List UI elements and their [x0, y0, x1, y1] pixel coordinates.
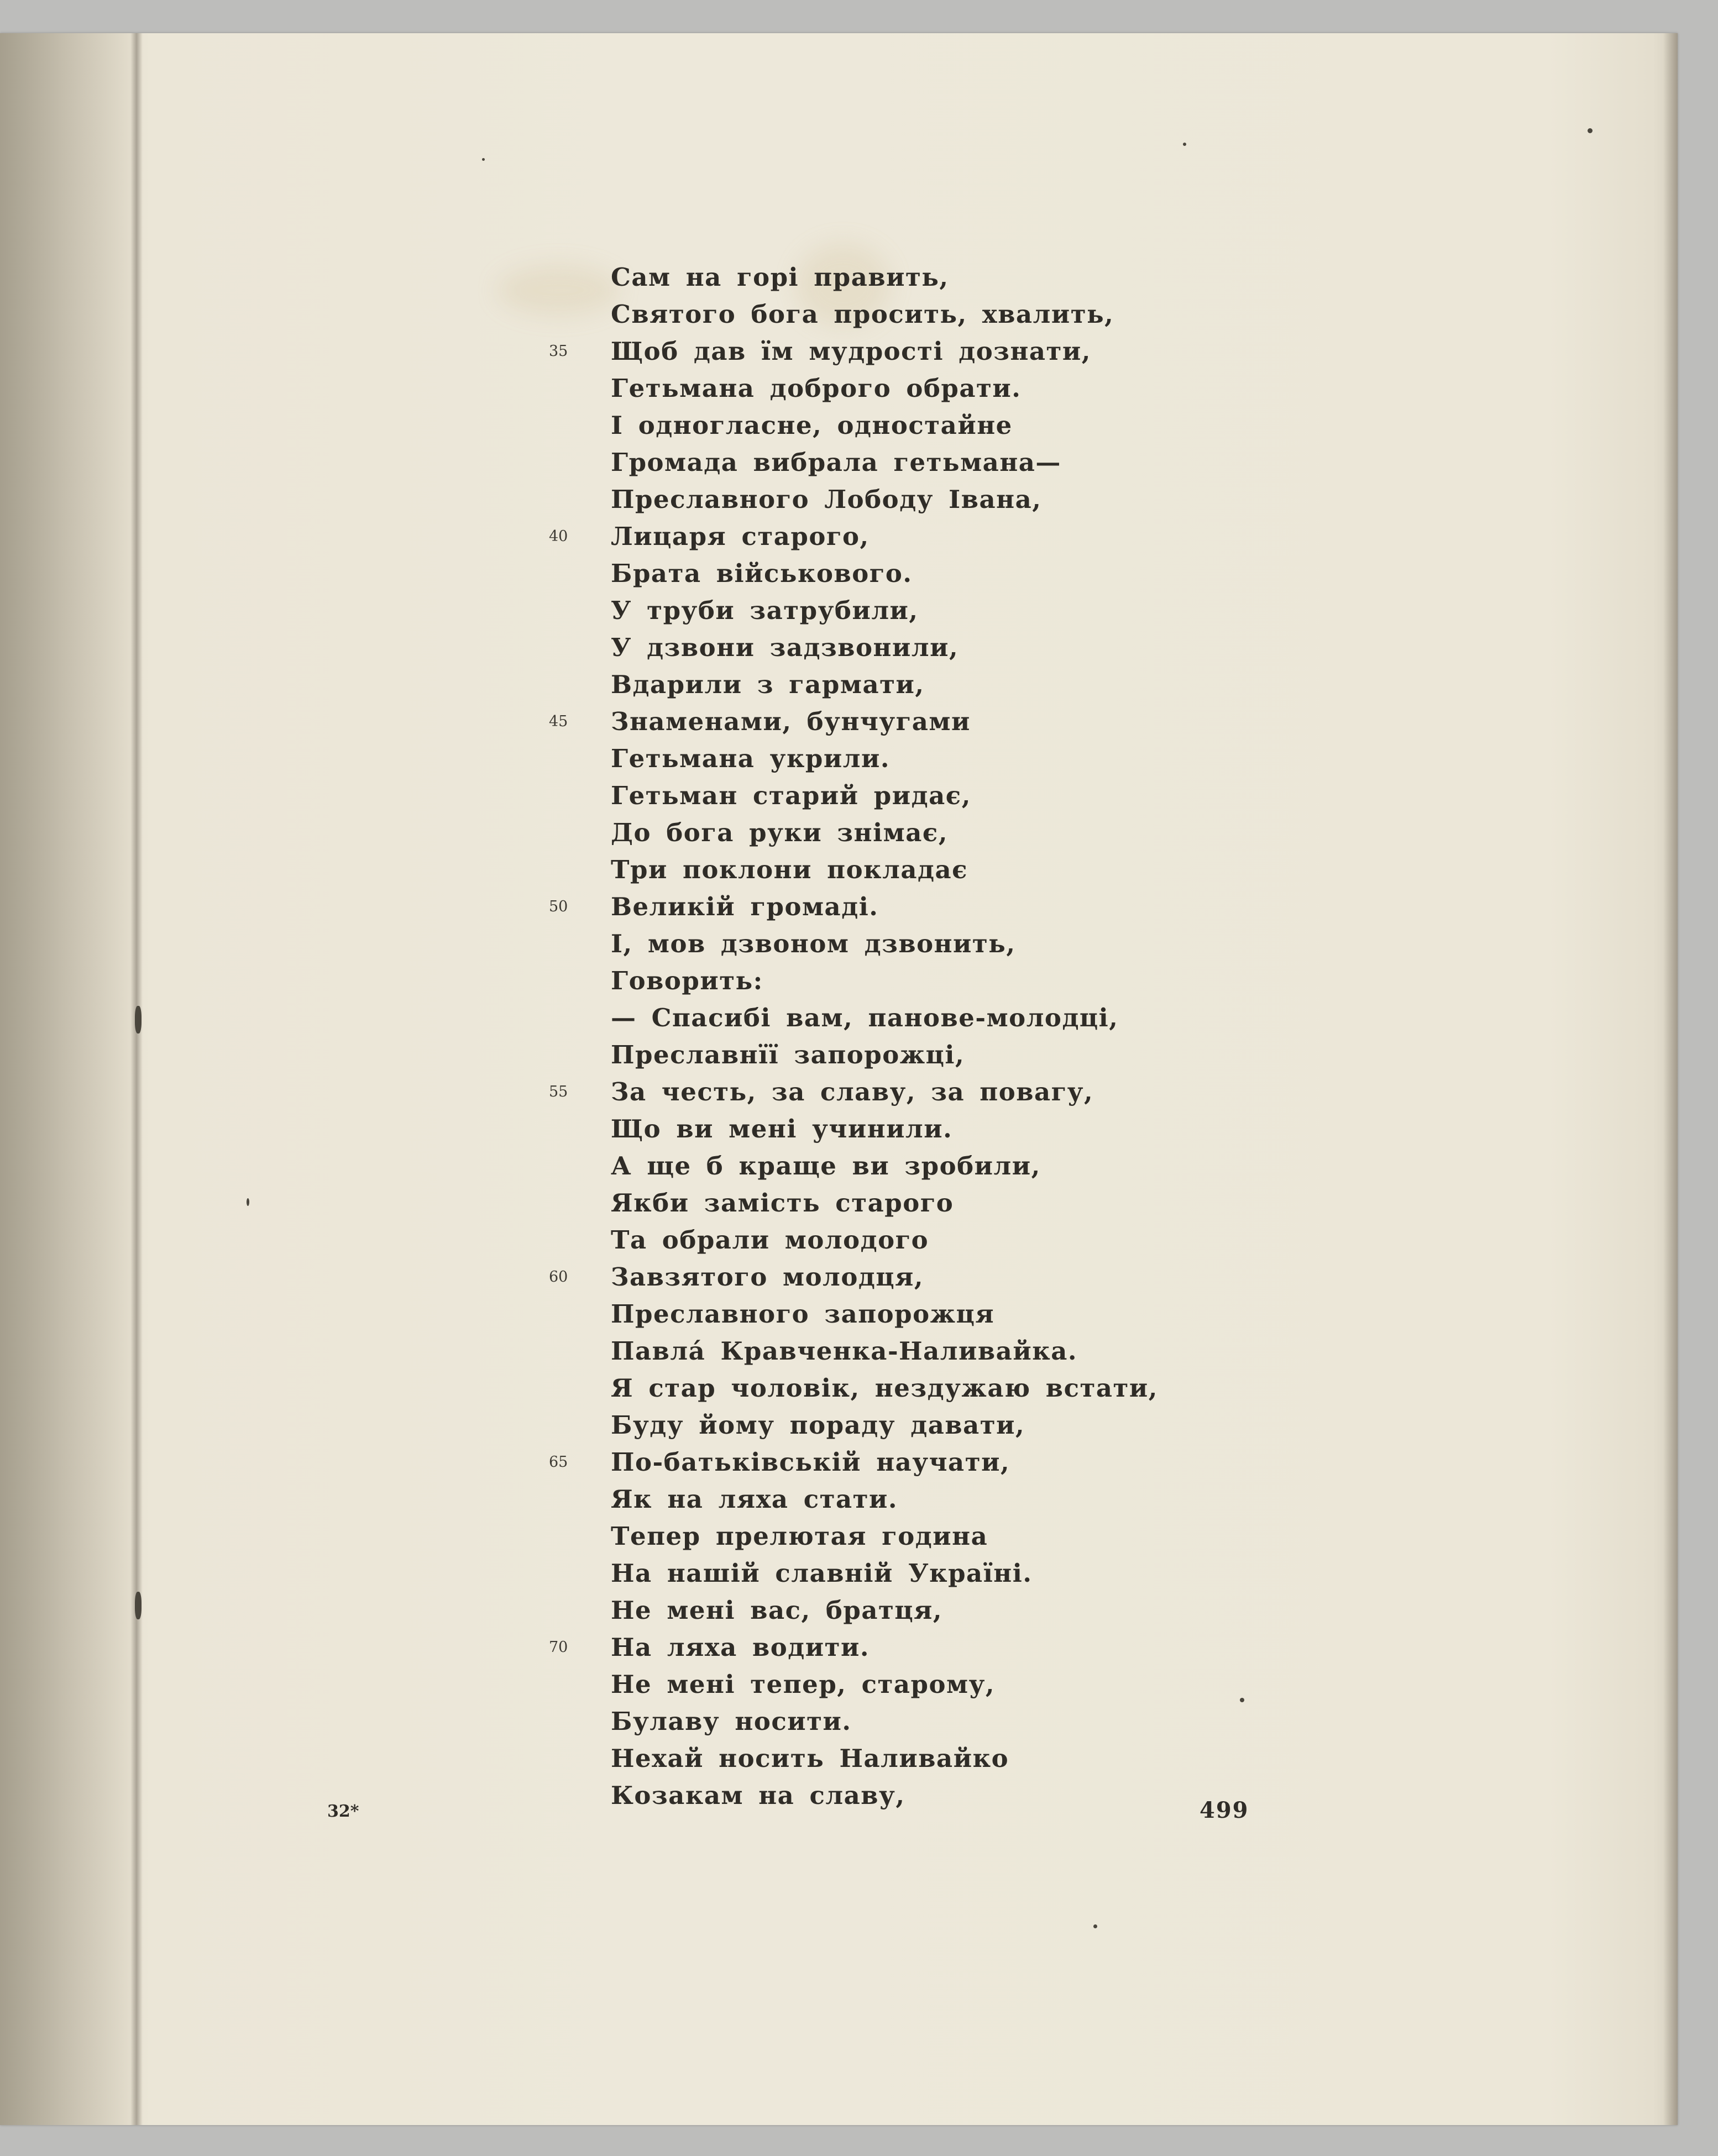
line-number: 50 — [549, 898, 568, 915]
paper-speck — [135, 1592, 142, 1619]
poem-line — [611, 851, 1158, 888]
line-number: 60 — [549, 1268, 568, 1286]
poem-line — [611, 1295, 1158, 1333]
line-text: Буду йому пораду давати, — [611, 1410, 1025, 1440]
poem-line — [611, 1110, 1158, 1147]
poem-line — [611, 1147, 1158, 1184]
paper-stain — [497, 265, 619, 315]
poem-line — [611, 296, 1158, 333]
poem-line — [611, 814, 1158, 851]
line-text: Лицаря старого, — [611, 522, 870, 551]
poem-line — [549, 1444, 1158, 1481]
poem-line — [549, 703, 1158, 740]
poem-line — [611, 407, 1158, 444]
poem-line — [611, 666, 1158, 703]
line-text: Преславного Лободу Івана, — [611, 485, 1042, 514]
paper-speck — [1093, 1924, 1097, 1928]
line-number: 35 — [549, 343, 568, 360]
line-text: — Спасибі вам, панове-молодці, — [611, 1003, 1119, 1032]
poem-line — [549, 518, 1158, 555]
poem-line — [611, 555, 1158, 592]
page-edge — [1663, 33, 1678, 2125]
line-text: Та обрали молодого — [611, 1225, 929, 1255]
paper-speck — [1240, 1698, 1244, 1702]
line-text: Щоб дав їм мудрості дознати, — [611, 337, 1091, 366]
line-text: Павла́ Кравченка-Наливайка. — [611, 1336, 1078, 1366]
poem-line — [611, 1703, 1158, 1740]
poem-line — [611, 962, 1158, 999]
line-text: Гетьмана доброго обрати. — [611, 374, 1022, 403]
line-text: Преславнїї запорожці, — [611, 1040, 965, 1069]
line-text: Вдарили з гармати, — [611, 670, 925, 699]
poem-line — [611, 481, 1158, 518]
paper-speck — [482, 158, 485, 161]
poem-line — [611, 1555, 1158, 1592]
poem-line — [611, 1407, 1158, 1444]
poem-line — [549, 888, 1158, 925]
line-text: На нашій славній Україні. — [611, 1559, 1033, 1588]
line-text: Не мені вас, братця, — [611, 1596, 943, 1625]
line-text: Святого бога просить, хвалить, — [611, 300, 1114, 329]
poem-line — [611, 444, 1158, 481]
poem-line — [611, 259, 1158, 296]
poem-line — [611, 1184, 1158, 1221]
line-text: У дзвони задзвонили, — [611, 633, 959, 662]
paper-speck — [247, 1198, 249, 1206]
line-text: І одноглacнe, одностайне — [611, 411, 1013, 440]
poem-line — [611, 1518, 1158, 1555]
poem-line — [611, 1777, 1158, 1814]
poem-line — [549, 333, 1158, 370]
line-number: 45 — [549, 713, 568, 730]
poem-line — [611, 629, 1158, 666]
poem-line — [611, 1333, 1158, 1370]
poem-line — [611, 999, 1158, 1036]
poem-line — [611, 1036, 1158, 1073]
line-text: Булаву носити. — [611, 1707, 852, 1736]
line-text: Що ви мені учинили. — [611, 1114, 953, 1143]
line-text: По-батьківській научати, — [611, 1447, 1010, 1477]
poem-line — [611, 592, 1158, 629]
line-text: Знаменами, бунчугами — [611, 707, 971, 736]
line-text: Сам на горі править, — [611, 263, 949, 292]
poem-line — [611, 740, 1158, 777]
gutter-shadow — [0, 33, 149, 2125]
line-text: Брата військового. — [611, 559, 913, 588]
paper-speck — [135, 1006, 142, 1034]
line-text: За честь, за славу, за повагу, — [611, 1077, 1094, 1106]
poem-line — [611, 1666, 1158, 1703]
spine-line — [130, 33, 143, 2125]
line-text: Як на ляха стати. — [611, 1484, 898, 1514]
signature-mark: 32* — [327, 1802, 359, 1821]
poem-line — [611, 370, 1158, 407]
line-text: На ляха водити. — [611, 1633, 870, 1662]
line-text: Великій громаді. — [611, 892, 879, 921]
paper-speck — [1588, 128, 1593, 133]
line-text: Завзятого молодця, — [611, 1262, 924, 1292]
line-number: 55 — [549, 1083, 568, 1100]
line-text: І, мов дзвоном дзвонить, — [611, 929, 1016, 958]
poem-line — [611, 1740, 1158, 1777]
line-text: Не мені тепер, старому, — [611, 1670, 996, 1699]
line-text: Три поклони покладає — [611, 855, 968, 884]
poem-line — [549, 1258, 1158, 1295]
line-text: Гетьман старий ридає, — [611, 781, 971, 810]
line-text: Козакам на славу, — [611, 1781, 905, 1810]
poem-line — [611, 1481, 1158, 1518]
poem-line — [611, 1592, 1158, 1629]
line-text: Якби замість старого — [611, 1188, 954, 1218]
line-text: Гетьмана укрили. — [611, 744, 891, 773]
poem-line — [611, 925, 1158, 962]
line-text: Нехай носить Наливайко — [611, 1744, 1009, 1773]
line-text: А ще б краще ви зробили, — [611, 1151, 1041, 1181]
poem-text — [549, 259, 1158, 1814]
page-number: 499 — [1200, 1797, 1249, 1823]
line-text: Я стар чоловік, нездужаю встати, — [611, 1373, 1158, 1403]
poem-line — [611, 777, 1158, 814]
poem-line — [611, 1221, 1158, 1258]
line-text: У труби затрубили, — [611, 596, 919, 625]
line-text: Громада вибрала гетьмана— — [611, 448, 1061, 477]
line-number: 40 — [549, 528, 568, 545]
poem-line — [549, 1629, 1158, 1666]
paper-speck — [1183, 143, 1186, 146]
poem-line — [611, 1370, 1158, 1407]
line-text: Тепер прелютая година — [611, 1522, 988, 1551]
line-text: Говорить: — [611, 966, 763, 995]
line-text: До бога руки знімає, — [611, 818, 948, 847]
line-number: 65 — [549, 1454, 568, 1471]
poem-line — [549, 1073, 1158, 1110]
line-text: Преславного запорожця — [611, 1299, 995, 1329]
line-number: 70 — [549, 1639, 568, 1656]
